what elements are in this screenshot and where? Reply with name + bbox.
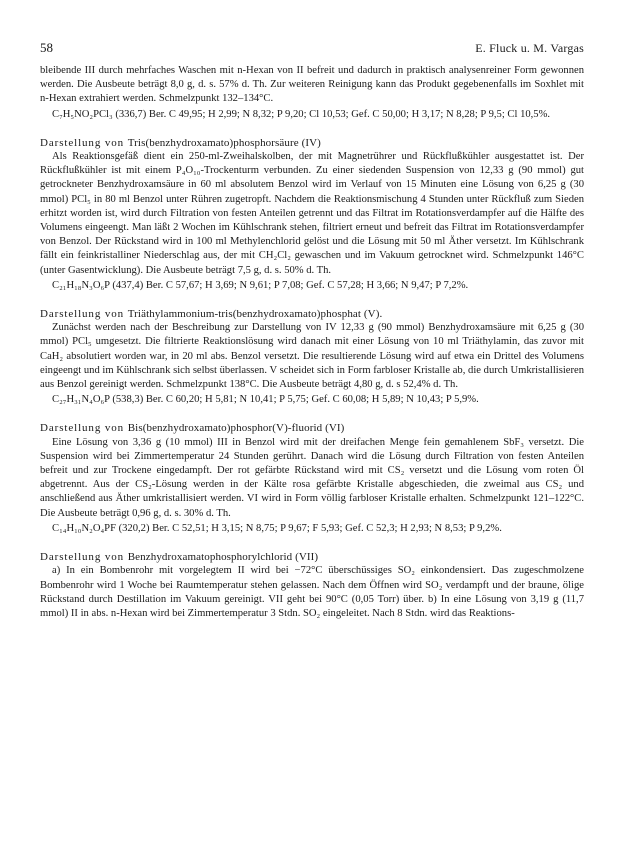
section-paragraph: Zunächst werden nach der Beschreibung zur Darstellung von IV 12,33 g (90 mmol) Benzhydroxamsäure mit 6,25 g (30 mmol) PCl₅ umgesetzt. Die filtrierte Reaktionslösung wird danach mit einer Lösung von 10 ml Triäthylamin, das zuvor mit CaH₂ absolutiert worden war, in 20 ml abs. Benzol versetzt. Die resultierende Lösung wird auf etwa ein Drittel des Volumens eingeengt und im Kühlschrank sich selbst überlassen. V scheidet sich in Form farbloser Kristalle ab, die durch Umkristallisieren aus Benzol gereinigt werden. Schmelzpunkt 138°C. Die Ausbeute beträgt 4,80 g, d. s 52,4% d. Th.	[40, 322, 584, 391]
section-heading-compound: Bis(benzhydroxamato)phosphor(V)-fluorid (VI)	[127, 422, 345, 435]
section-heading-compound: Triäthylammonium-tris(benzhydroxamato)phosphat (V).	[127, 308, 383, 321]
section-compound-iv	[40, 136, 584, 293]
elemental-analysis: C₁₄H₁₀N₂O₄PF (320,2) Ber. C 52,51; H 3,15; N 8,75; P 9,67; F 5,93; Gef. C 52,3; H 2,93; N 8,53; P 9,2%.	[52, 522, 502, 534]
section-heading-prefix: Darstellung von	[40, 551, 125, 564]
elemental-analysis: C₂₁H₁₈N₃O₆P (437,4) Ber. C 57,67; H 3,69; N 9,61; P 7,08; Gef. C 57,28; H 3,66; N 9,47; P 7,2%.	[52, 279, 469, 291]
section-compound-vii	[40, 550, 584, 621]
section-heading	[40, 550, 584, 564]
intro-paragraph: bleibende III durch mehrfaches Waschen mit n-Hexan von II befreit und dadurch in praktisch analysenreiner Form gewonnen werden. Die Ausbeute beträgt 8,0 g, d. s. 57% d. Th. Zur weiteren Reinigung kann das Produkt gegebenenfalls im Soxhlet mit n-Hexan extrahiert werden. Schmelzpunkt 132–134°C.	[40, 65, 584, 105]
section-heading-prefix: Darstellung von	[40, 308, 125, 321]
running-head	[40, 40, 584, 56]
section-heading-prefix: Darstellung von	[40, 422, 125, 435]
page-number: 58	[40, 40, 53, 55]
author-line: E. Fluck u. M. Vargas	[475, 41, 584, 55]
section-compound-v	[40, 307, 584, 407]
elemental-analysis: C₂₇H₃₁N₄O₆P (538,3) Ber. C 60,20; H 5,81; N 10,41; P 5,75; Gef. C 60,08; H 5,89; N 10,43; P 5,9%.	[52, 394, 479, 406]
section-heading	[40, 307, 584, 321]
intro-block	[40, 64, 584, 122]
section-heading-compound: Tris(benzhydroxamato)phosphorsäure (IV)	[127, 136, 321, 149]
journal-page	[40, 40, 584, 621]
section-paragraph: Als Reaktionsgefäß dient ein 250-ml-Zweihalskolben, der mit Magnetrührer und Rückflußkühler ausgestattet ist. Der Rückflußkühler ist mit einem P₄O₁₀-Trockenturm verbunden. Zu einer siedenden Suspension von 12,33 g (90 mmol) gut getrockneter Benzhydroxamsäure in 60 ml absolutem Benzol wird im Verlauf von 15 Minuten eine Lösung von 6,25 g (30 mmol) PCl₅ in 80 ml Benzol unter Rühren zugetropft. Nachdem die Reaktionsmischung 4 Stunden unter Rückfluß zum Sieden erhitzt worden ist, wird durch Filtration von festen Anteilen getrennt und das Filtrat im Rotationsverdampfer auf die Hälfte des Volumens eingeengt. Man läßt 2 Wochen im Kühlschrank stehen, filtriert erneut und befreit das Filtrat im Rotationsverdampfer von Benzol. Der Rückstand wird in 100 ml Methylenchlorid gelöst und die Lösung mit 50 ml Äther versetzt. Im Kühlschrank fällt ein feinkristalliner Niederschlag aus, der mit CH₂Cl₂ gewaschen und im Vakuum getrocknet wird. Schmelzpunkt 146°C (unter Gasentwicklung). Die Ausbeute beträgt 7,5 g, d. s. 50% d. Th.	[40, 151, 584, 276]
section-paragraph: a) In ein Bombenrohr mit vorgelegtem II wird bei −72°C überschüssiges SO₂ einkondensiert. Das zugeschmolzene Bombenrohr wird 1 Woche bei Raumtemperatur stehen gelassen. Nach dem Öffnen wird SO₂ verdampft und der braune, ölige Rückstand durch Destillation im Vakuum gereinigt. VII geht bei 90°C (0,05 Torr) über. b) In eine Lösung von 3,19 g (11,7 mmol) II in abs. n-Hexan wird bei Zimmertemperatur 3 Stdn. SO₂ eingeleitet. Nach 8 Stdn. wird das Reaktions-	[40, 565, 584, 619]
intro-analysis: C₇H₅NO₂PCl₃ (336,7) Ber. C 49,95; H 2,99; N 8,32; P 9,20; Cl 10,53; Gef. C 50,00; H 3,17; N 8,28; P 9,5; Cl 10,5%.	[52, 108, 551, 120]
section-heading	[40, 136, 584, 150]
section-heading	[40, 421, 584, 435]
section-heading-compound: Benzhydroxamatophosphorylchlorid (VII)	[127, 551, 319, 564]
section-heading-prefix: Darstellung von	[40, 136, 125, 149]
section-compound-vi	[40, 421, 584, 536]
section-paragraph: Eine Lösung von 3,36 g (10 mmol) III in Benzol wird mit der dreifachen Menge fein gemahlenem SbF₃ versetzt. Die Suspension wird bei Zimmertemperatur 24 Stunden gerührt. Danach wird die Lösung durch Filtration von festen Anteilen befreit und zur Trockene eingedampft. Der rot gefärbte Rückstand wird mit CS₂ versetzt und die Lösung vom roten Öl abgetrennt. Aus der CS₂-Lösung werden in der Kälte rosa gefärbte Kristalle abgeschieden, die zweimal aus CS₂ und anschließend aus Äther umkristallisiert werden. VI wird in Form völlig farbloser Kristalle erhalten. Schmelzpunkt 121–122°C. Die Ausbeute beträgt 0,96 g, d. s. 30% d. Th.	[40, 436, 584, 519]
